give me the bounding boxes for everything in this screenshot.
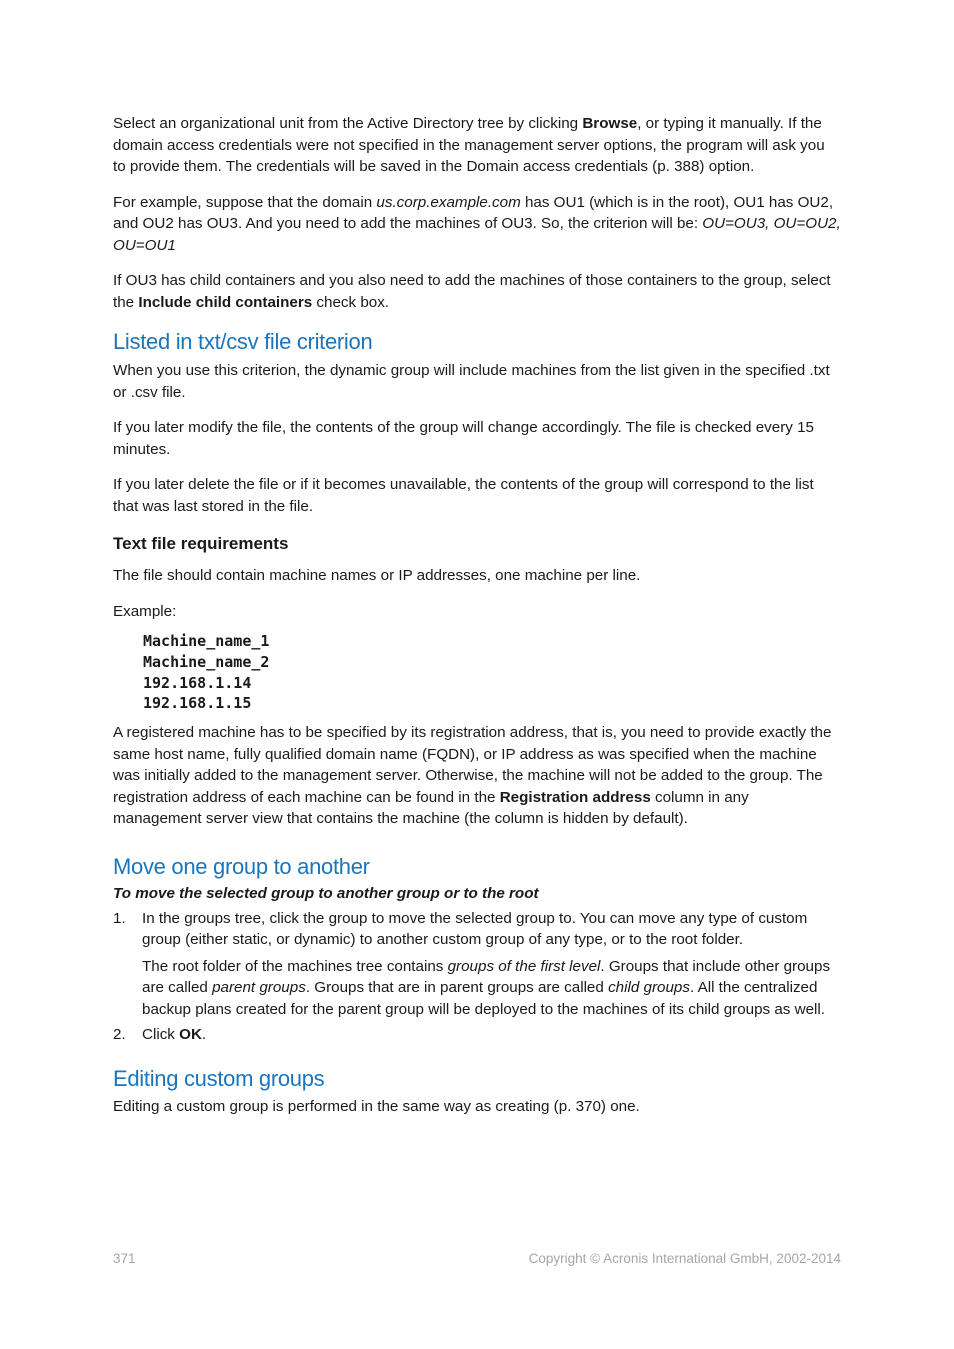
text: The root folder of the machines tree contains <box>142 957 448 975</box>
code-line: 192.168.1.15 <box>143 694 252 713</box>
text: . <box>201 1026 207 1044</box>
text: column in any management server view that contains the machine (the column is hidden by default). <box>113 788 749 828</box>
subheading-text-file-requirements: Text file requirements <box>113 534 289 553</box>
section-heading-editing-groups: Editing custom groups <box>113 1065 325 1091</box>
child-containers-paragraph <box>113 270 841 313</box>
text: . Groups that include other groups are called <box>142 957 831 997</box>
code-line: 192.168.1.14 <box>143 673 252 692</box>
domain-example-paragraph <box>113 192 841 257</box>
text: . Groups that are in parent groups are called <box>305 979 609 997</box>
text: has OU1 (which is in the root), OU1 has OU2, and OU2 has OU3. And you need to add the machines of OU3. So, the criterion will be: <box>113 193 834 232</box>
code-example <box>143 631 841 714</box>
browse-term: Browse <box>582 115 638 132</box>
page-number: 371 <box>113 1251 136 1266</box>
example-label: Example: <box>113 602 177 620</box>
editing-paragraph: Editing a custom group is performed in the same way as creating (p. 370) one. <box>113 1097 640 1115</box>
text: Select an organizational unit from the Active Directory tree by clicking <box>113 115 583 132</box>
modify-file-paragraph: If you later modify the file, the contents of the group will change accordingly. The file is checked every 15 minutes. <box>113 419 814 458</box>
document-page <box>113 113 841 1117</box>
criterion-example: OU=OU3, OU=OU2, OU=OU1 <box>113 215 841 254</box>
text: , or typing it manually. If the domain access credentials were not specified in the management server options, the program will ask you to provide them. The credentials will be saved in the Domain access credentials (p. 388) option. <box>113 115 825 175</box>
code-line: Machine_name_1 <box>143 632 270 650</box>
delete-file-paragraph: If you later delete the file or if it becomes unavailable, the contents of the group will correspond to the list that was last stored in the file. <box>113 476 814 515</box>
section-heading-move-group: Move one group to another <box>113 853 370 879</box>
code-line: Machine_name_2 <box>143 652 270 671</box>
include-child-containers-term: Include child containers <box>138 293 313 311</box>
text: For example, suppose that the domain <box>113 193 377 211</box>
ok-term: OK <box>179 1026 202 1044</box>
step-number: 2. <box>113 1026 126 1044</box>
text: A registered machine has to be specified by its registration address, that is, you need to provide exactly the same host name, fully qualified domain name (FQDN), or IP address as was specified when the machine was initially added to the management server. Otherwise, the machine will not be added to the group. The registration address of each machine can be found in the <box>113 724 832 806</box>
term-first-level: groups of the first level <box>447 957 601 975</box>
txt-criterion-paragraph: When you use this criterion, the dynamic group will include machines from the list given in the specified .txt or .csv file. <box>113 362 830 401</box>
text: . All the centralized backup plans created for the parent group will be deployed to the machines of its child groups as well. <box>142 979 825 1018</box>
copyright: Copyright © Acronis International GmbH, 2002-2014 <box>528 1251 841 1266</box>
procedure-steps <box>113 908 841 1046</box>
registration-address-term: Registration address <box>499 788 651 806</box>
term-parent-groups: parent groups <box>212 979 306 997</box>
list-item <box>113 908 841 1021</box>
list-item <box>113 1024 841 1046</box>
registration-address-paragraph <box>113 722 841 830</box>
domain-name: us.corp.example.com <box>376 193 521 211</box>
term-child-groups: child groups <box>608 979 690 997</box>
text: Click <box>142 1026 180 1044</box>
step-text: In the groups tree, click the group to move the selected group to. You can move any type of custom group (either static, or dynamic) to another custom group of any type, or to the root folder. <box>142 909 808 949</box>
page-footer <box>113 1251 841 1266</box>
file-format-paragraph: The file should contain machine names or IP addresses, one machine per line. <box>113 567 641 584</box>
procedure-title: To move the selected group to another group or to the root <box>113 884 539 902</box>
step-number: 1. <box>113 909 126 927</box>
ou-selection-paragraph <box>113 113 841 178</box>
text: check box. <box>312 293 390 311</box>
step-note <box>142 956 841 1021</box>
section-heading-txt-csv: Listed in txt/csv file criterion <box>113 329 373 354</box>
text: If OU3 has child containers and you also need to add the machines of those containers to the group, select the <box>113 272 831 311</box>
